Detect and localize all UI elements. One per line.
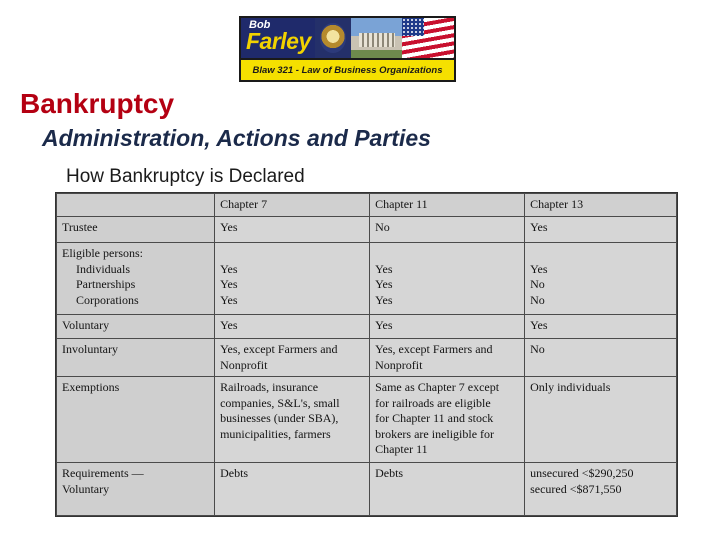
cell-text: Yes [375, 277, 393, 291]
instructor-first-name: Bob [249, 19, 271, 31]
cell-text: Nonprofit [375, 357, 423, 372]
cell-text: municipalities, farmers [220, 426, 331, 441]
course-title: Blaw 321 - Law of Business Organizations [252, 64, 443, 76]
header-empty-cell [57, 194, 215, 217]
cell-text: Yes [220, 277, 238, 291]
cell-text: Yes [530, 220, 548, 234]
table-row-voluntary [57, 315, 677, 339]
cell-chapter-13 [525, 243, 677, 315]
cell-chapter-13 [525, 217, 677, 243]
cell-text: for Chapter 11 and stock [375, 411, 494, 425]
row-label [57, 243, 215, 315]
table-row-involuntary [57, 339, 677, 377]
cell-chapter-7 [215, 463, 370, 516]
row-label-text: Requirements — [62, 466, 144, 480]
cell-chapter-11 [370, 339, 525, 377]
row-label [57, 463, 215, 516]
slide-subtitle: Administration, Actions and Parties [42, 125, 431, 151]
cell-chapter-7 [215, 217, 370, 243]
cell-text: Debts [220, 466, 249, 480]
header-chapter-11: Chapter 11 [370, 194, 525, 217]
table-row-requirements-voluntary [57, 463, 677, 516]
cell-text: unsecured <$290,250 [530, 466, 634, 480]
course-banner [239, 16, 456, 82]
cell-text: No [530, 342, 545, 356]
cell-text: Debts [375, 466, 404, 480]
row-sublabel: Corporations [76, 292, 139, 307]
ny-state-seal-icon [315, 18, 351, 58]
cell-text: No [375, 220, 390, 234]
cell-text: for railroads are eligible [375, 395, 491, 410]
banner-images [241, 18, 454, 58]
cell-text: Yes [220, 261, 238, 276]
cell-chapter-11 [370, 243, 525, 315]
row-sublabel: Individuals [76, 261, 130, 276]
cell-text: Railroads, insurance [220, 380, 319, 394]
cell-chapter-13 [525, 377, 677, 463]
cell-text: Only individuals [530, 380, 611, 394]
cell-chapter-11 [370, 377, 525, 463]
cell-text: Nonprofit [220, 357, 268, 372]
row-label [57, 377, 215, 463]
cell-text: Yes, except Farmers and [375, 342, 493, 356]
table-row-exemptions [57, 377, 677, 463]
cell-text: No [530, 277, 545, 291]
capitol-building-image [351, 18, 402, 58]
cell-chapter-11 [370, 463, 525, 516]
instructor-last-name: Farley [246, 28, 311, 54]
row-label [57, 315, 215, 339]
cell-text: secured <$871,550 [530, 481, 622, 496]
cell-chapter-7 [215, 315, 370, 339]
row-label-text: Exemptions [62, 380, 120, 394]
header-chapter-13: Chapter 13 [525, 194, 677, 217]
row-label-text: Trustee [62, 220, 98, 234]
cell-text: Yes [220, 292, 238, 307]
cell-text: Yes [375, 292, 393, 307]
table-row-eligible-persons [57, 243, 677, 315]
row-label-text: Voluntary [62, 318, 110, 332]
table-header-row [57, 194, 677, 217]
header-chapter-7: Chapter 7 [215, 194, 370, 217]
cell-chapter-13 [525, 315, 677, 339]
cell-chapter-13 [525, 339, 677, 377]
slide-title: Bankruptcy [20, 88, 175, 119]
course-title-bar [241, 58, 454, 80]
table-row-trustee [57, 217, 677, 243]
cell-text: Yes [530, 318, 548, 332]
cell-text: companies, S&L's, small [220, 395, 340, 410]
cell-text: Yes [220, 318, 238, 332]
cell-text: Same as Chapter 7 except [375, 380, 500, 394]
cell-text: Yes [375, 318, 393, 332]
cell-chapter-11 [370, 217, 525, 243]
row-label [57, 339, 215, 377]
cell-text: Yes [530, 261, 548, 276]
row-label [57, 217, 215, 243]
bankruptcy-chapters-table [55, 192, 678, 517]
cell-chapter-11 [370, 315, 525, 339]
cell-text: brokers are ineligible for [375, 426, 495, 441]
cell-text: Yes [220, 220, 238, 234]
us-flag-icon [402, 18, 454, 58]
cell-chapter-7 [215, 377, 370, 463]
row-label-text: Involuntary [62, 342, 118, 356]
row-label-text: Voluntary [62, 481, 110, 496]
cell-text: Yes, except Farmers and [220, 342, 338, 356]
instructor-name-logo [241, 18, 315, 58]
cell-text: Chapter 11 [375, 442, 428, 456]
section-heading: How Bankruptcy is Declared [66, 166, 305, 187]
row-sublabel: Partnerships [76, 277, 136, 291]
cell-chapter-7 [215, 243, 370, 315]
cell-chapter-13 [525, 463, 677, 516]
cell-chapter-7 [215, 339, 370, 377]
cell-text: businesses (under SBA), [220, 411, 339, 425]
row-label-text: Eligible persons: [62, 246, 143, 260]
cell-text: Yes [375, 261, 393, 276]
chapters-comparison-table [56, 193, 677, 516]
cell-text: No [530, 292, 545, 307]
